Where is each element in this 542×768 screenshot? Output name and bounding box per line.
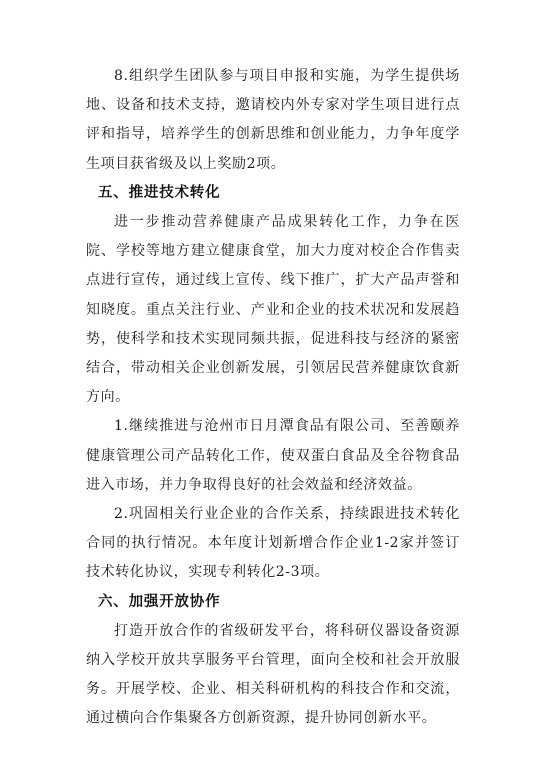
paragraph-open-collaboration: 打造开放合作的省级研发平台，将科研仪器设备资源纳入学校开放共享服务平台管理，面向全校和社会开放服务。开展学校、企业、相关科研机构的科技合作和交流，通过横向合作集聚各方创新资源，提升协同创新水平。 <box>86 622 460 727</box>
paragraph-item-1: 1.继续推进与沧州市日月潭食品有限公司、至善颐养健康管理公司产品转化工作，使双蛋白食品及全谷物食品进入市场，并力争取得良好的社会效益和经济效益。 <box>86 418 460 493</box>
section-heading-5: 五、推进技术转化 <box>98 184 221 201</box>
paragraph-tech-transfer: 进一步推动营养健康产品成果转化工作，力争在医院、学校等地方建立健康食堂，加大力度对校企合作售卖点进行宣传，通过线上宣传、线下推广，扩大产品声誉和知晓度。重点关注行业、产业和企业的技术状况和发展趋势，使科学和技术实现同频共振，促进科技与经济的紧密结合，带动相关企业创新发展，引领居民营养健康饮食新方向。 <box>86 214 460 406</box>
paragraph-item-2: 2.巩固相关行业企业的合作关系，持续跟进技术转化合同的执行情况。本年度计划新增合作企业1-2家并签订技术转化协议，实现专利转化2-3项。 <box>86 506 460 581</box>
paragraph-item-8: 8.组织学生团队参与项目申报和实施，为学生提供场地、设备和技术支持，邀请校内外专家对学生项目进行点评和指导，培养学生的创新思维和创业能力，力争年度学生项目获省级及以上奖励2项。 <box>86 68 460 172</box>
section-heading-6: 六、加强开放协作 <box>98 593 221 610</box>
